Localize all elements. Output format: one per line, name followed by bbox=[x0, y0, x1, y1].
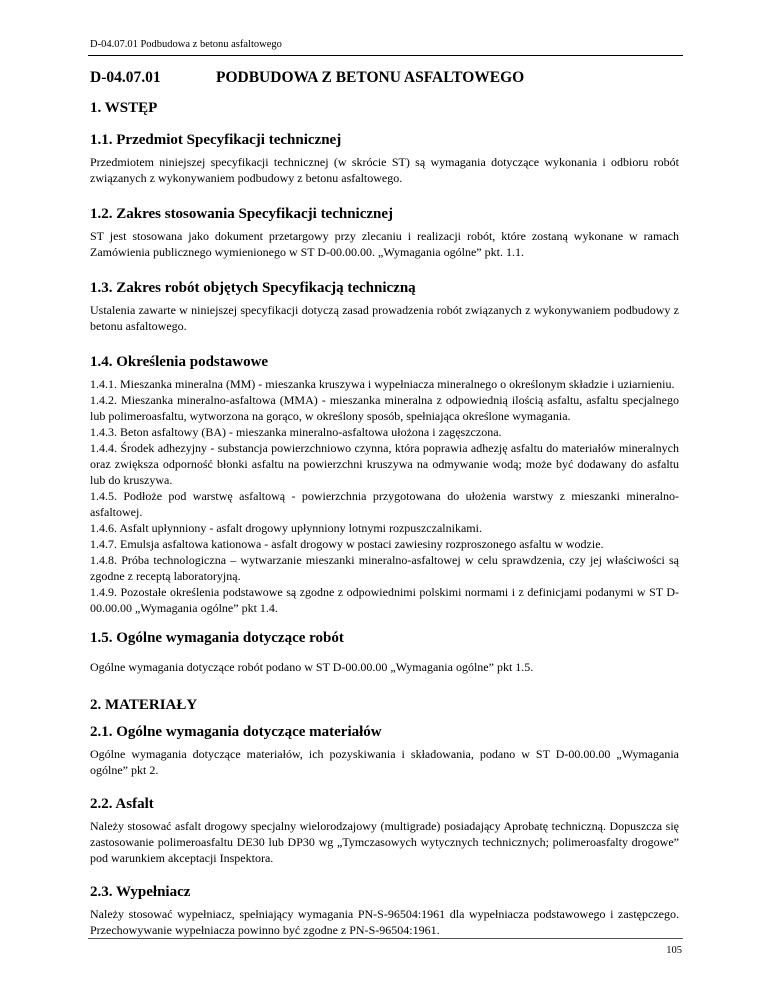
page-content bbox=[90, 66, 679, 938]
document-name: PODBUDOWA Z BETONU ASFALTOWEGO bbox=[216, 69, 525, 86]
definition-item: 1.4.6. Asfalt upłynniony - asfalt drogowy upłynniony lotnymi rozpuszczalnikami. bbox=[90, 521, 482, 535]
paragraph-1-5: Ogólne wymagania dotyczące robót podano w ST D-00.00.00 „Wymagania ogólne” pkt 1.5. bbox=[90, 660, 534, 674]
paragraph-2-1: Ogólne wymagania dotyczące materiałów, ich pozyskiwania i składowania, podano w ST D-00.00.00 „Wymagania ogólne” pkt 2. bbox=[90, 747, 679, 777]
definition-item: 1.4.2. Mieszanka mineralno-asfaltowa (MMA) - mieszanka mineralna z odpowiednią ilością asfaltu, asfaltu specjalnego lub polimeroasfaltu, wytworzona na gorąco, w określony sposób, spełniająca określone wymagania. bbox=[90, 393, 679, 423]
definition-item: 1.4.9. Pozostałe określenia podstawowe są zgodne z odpowiednimi polskimi normami i z definicjami podanymi w ST D-00.00.00 „Wymagania ogólne” pkt 1.4. bbox=[90, 585, 679, 615]
heading-1-2: 1.2. Zakres stosowania Specyfikacji technicznej bbox=[90, 206, 394, 222]
definitions-list bbox=[90, 376, 679, 616]
document-title bbox=[90, 66, 679, 90]
paragraph-1-2: ST jest stosowana jako dokument przetargowy przy zlecaniu i realizacji robót, które zostaną wykonane w ramach Zamówienia publicznego wymienionego w ST D-00.00.00. „Wymagania ogólne” pkt. 1.1. bbox=[90, 229, 679, 259]
header-rule bbox=[88, 55, 683, 56]
document-code: D-04.07.01 bbox=[90, 69, 161, 86]
definition-item: 1.4.7. Emulsja asfaltowa kationowa - asfalt drogowy w postaci zawiesiny rozproszonego asfaltu w wodzie. bbox=[90, 537, 604, 551]
heading-1-5: 1.5. Ogólne wymagania dotyczące robót bbox=[90, 630, 344, 646]
definition-item: 1.4.8. Próba technologiczna – wytwarzanie mieszanki mineralno-asfaltowej w celu sprawdzenia, czy jej właściwości są zgodne z receptą laboratoryjną. bbox=[90, 553, 679, 583]
definition-item: 1.4.3. Beton asfaltowy (BA) - mieszanka mineralno-asfaltowa ułożona i zagęszczona. bbox=[90, 425, 502, 439]
heading-1-1: 1.1. Przedmiot Specyfikacji technicznej bbox=[90, 132, 342, 148]
heading-1-3: 1.3. Zakres robót objętych Specyfikacją techniczną bbox=[90, 280, 416, 296]
heading-2-2: 2.2. Asfalt bbox=[90, 796, 154, 812]
paragraph-1-1: Przedmiotem niniejszej specyfikacji technicznej (w skrócie ST) są wymagania dotyczące wykonania i odbioru robót związanych z wykonywaniem podbudowy z betonu asfaltowego. bbox=[90, 155, 679, 185]
definition-item: 1.4.1. Mieszanka mineralna (MM) - mieszanka kruszywa i wypełniacza mineralnego o określonym składzie i uziarnieniu. bbox=[90, 377, 675, 391]
section-heading-materialy: 2. MATERIAŁY bbox=[90, 697, 198, 713]
paragraph-2-2: Należy stosować asfalt drogowy specjalny wielorodzajowy (multigrade) posiadający Aprobatę techniczną. Dopuszcza się zastosowanie polimeroasfaltu DE30 lub DP30 wg „Tymczasowych wytycznych technicznych; polimeroasfalty drogowe” pod warunkiem akceptacji Inspektora. bbox=[90, 819, 679, 865]
paragraph-1-3: Ustalenia zawarte w niniejszej specyfikacji dotyczą zasad prowadzenia robót związanych z wykonywaniem podbudowy z betonu asfaltowego. bbox=[90, 303, 679, 333]
running-head: D-04.07.01 Podbudowa z betonu asfaltowego bbox=[90, 39, 282, 50]
heading-2-1: 2.1. Ogólne wymagania dotyczące materiałów bbox=[90, 724, 382, 740]
section-heading-wstep: 1. WSTĘP bbox=[90, 100, 158, 116]
heading-1-4: 1.4. Określenia podstawowe bbox=[90, 354, 269, 370]
page-number: 105 bbox=[666, 945, 682, 956]
definition-item: 1.4.5. Podłoże pod warstwę asfaltową - powierzchnia przygotowana do ułożenia warstwy z mieszanki mineralno-asfaltowej. bbox=[90, 489, 679, 519]
footer-rule bbox=[88, 938, 683, 939]
definition-item: 1.4.4. Środek adhezyjny - substancja powierzchniowo czynna, która poprawia adhezję asfaltu do materiałów mineralnych oraz zwiększa odporność błonki asfaltu na powierzchni kruszywa na odmywanie wodą; może być dodawany do asfaltu lub do kruszywa. bbox=[90, 441, 679, 487]
paragraph-2-3: Należy stosować wypełniacz, spełniający wymagania PN-S-96504:1961 dla wypełniacza podstawowego i zastępczego. Przechowywanie wypełniacza powinno być zgodne z PN-S-96504:1961. bbox=[90, 907, 679, 937]
heading-2-3: 2.3. Wypełniacz bbox=[90, 884, 191, 900]
